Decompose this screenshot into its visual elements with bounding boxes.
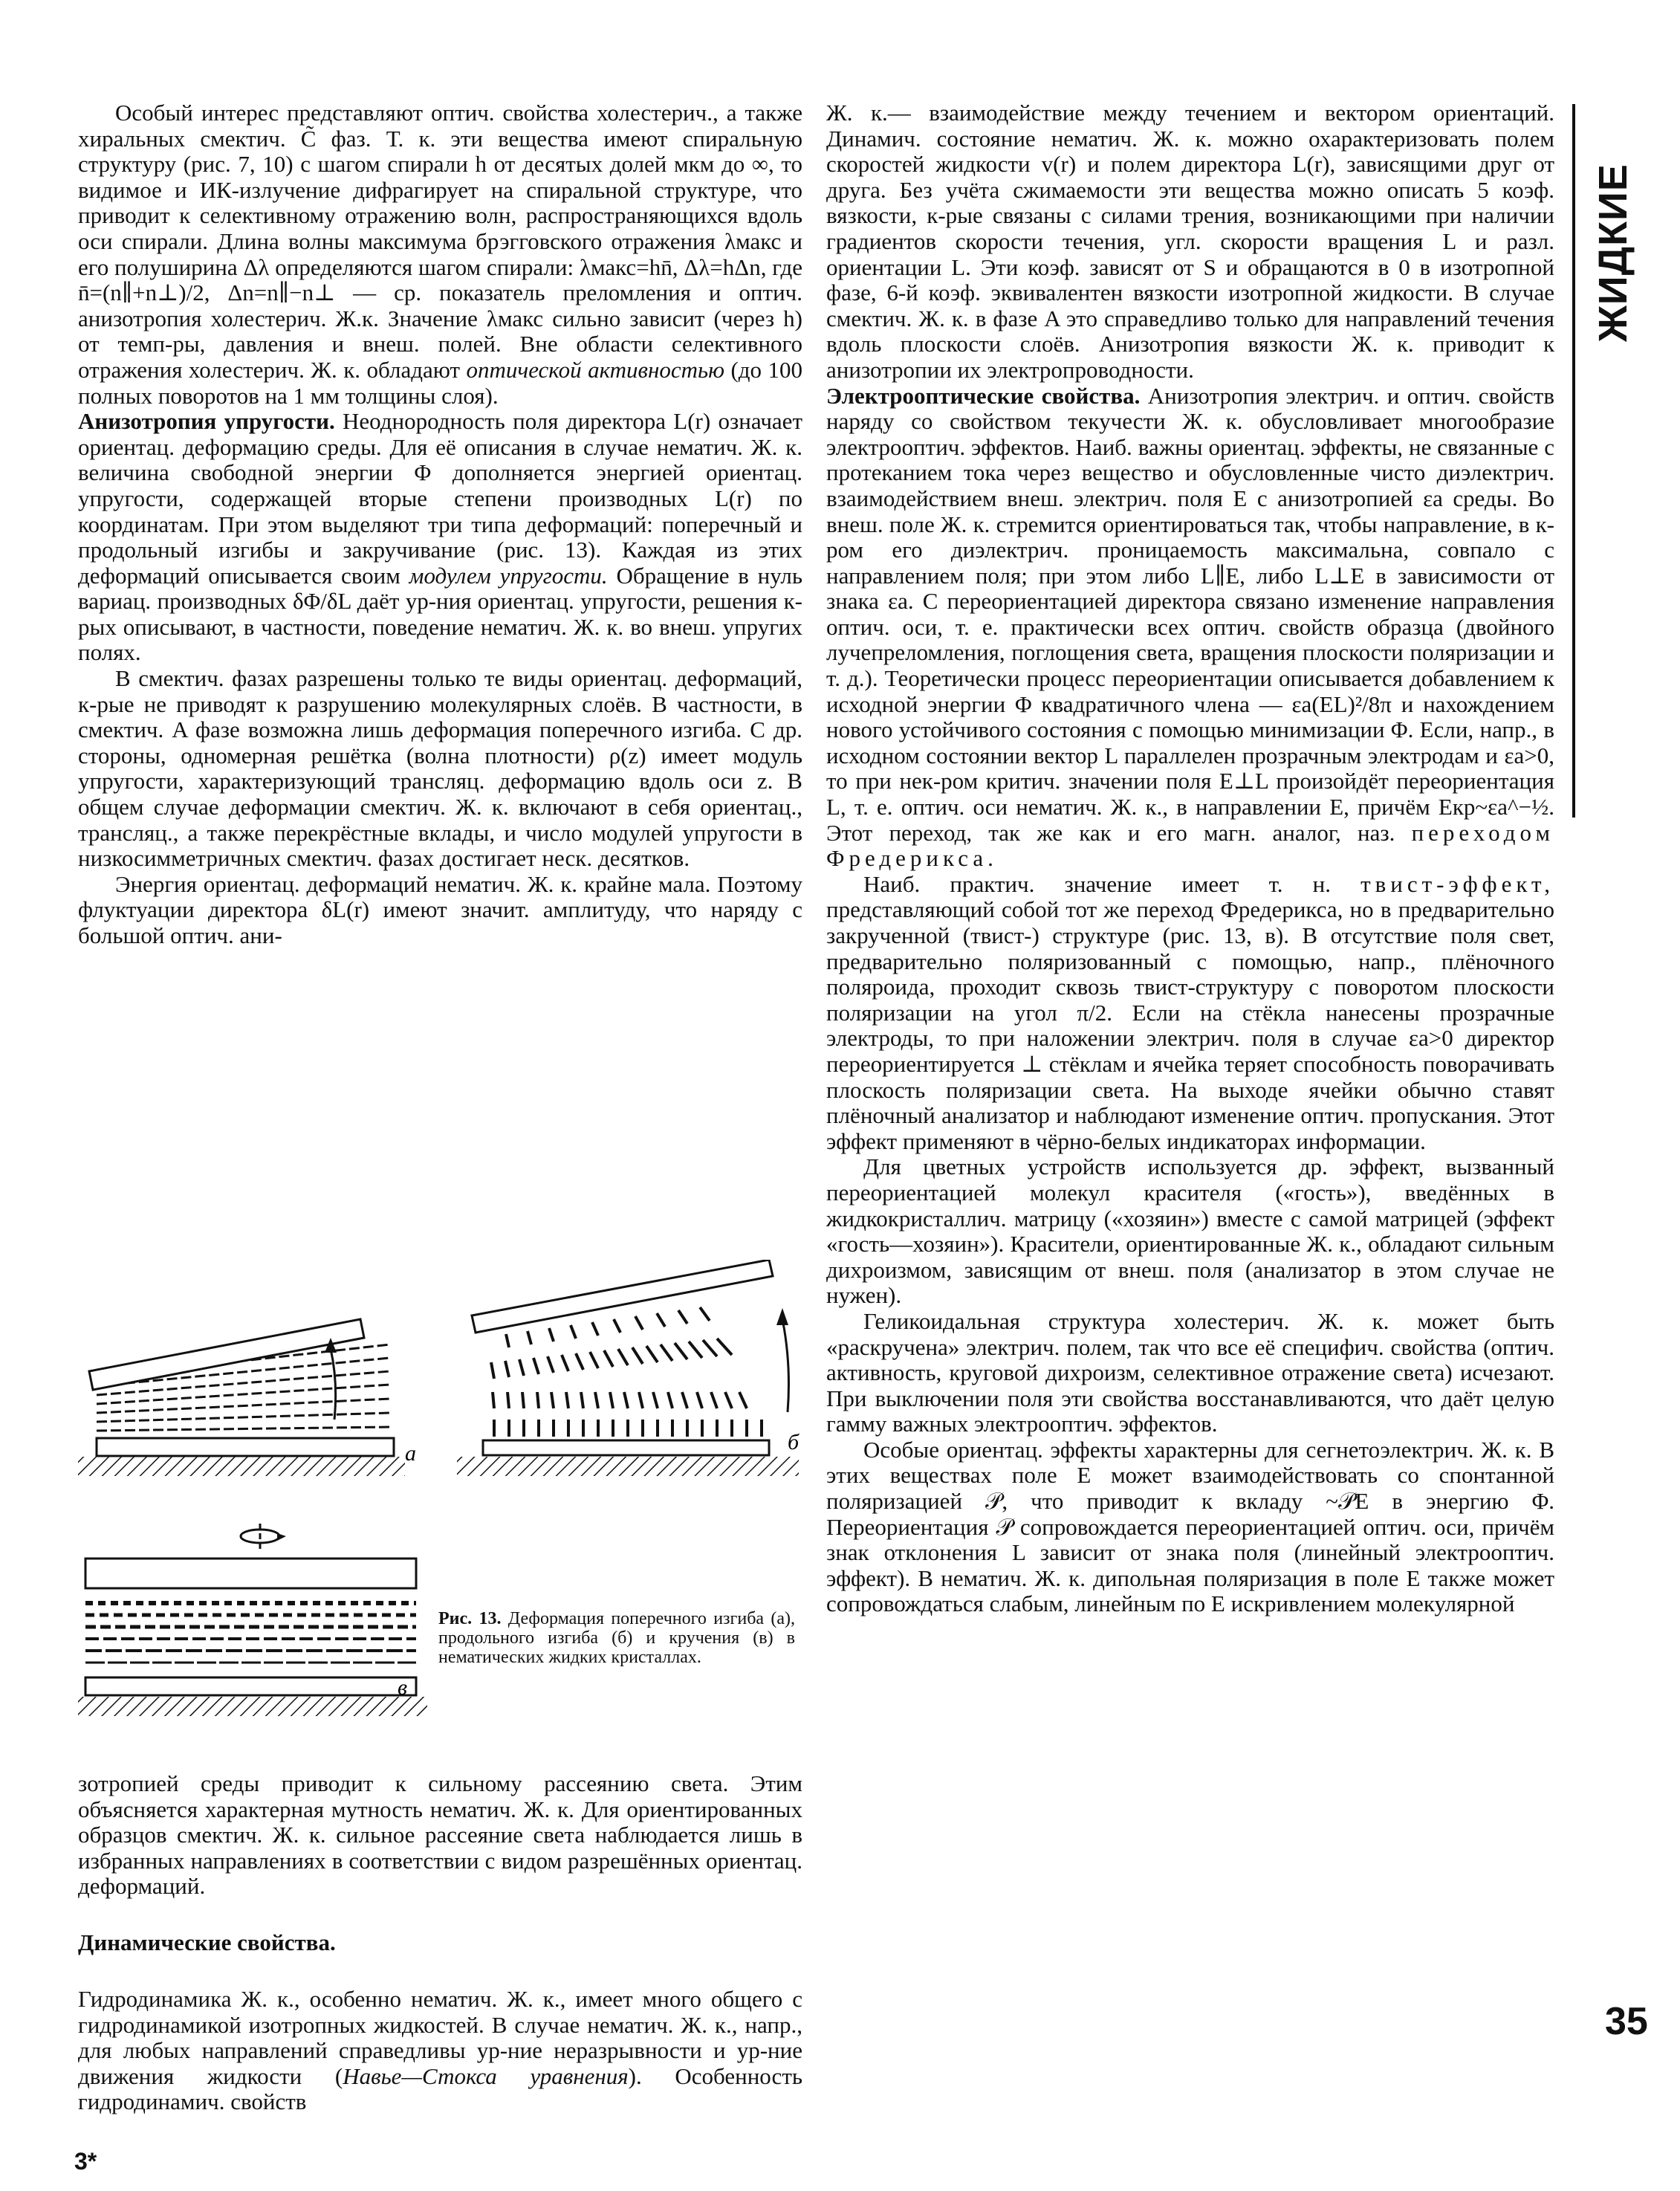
figure-caption: Рис. 13. Деформация поперечного изгиба (а), продольного изгиба (б) и кручения (в) в нематических жидких кристаллах.	[438, 1609, 796, 1667]
left-column: Особый интерес представляют оптич. свойства холестерич., а также хиральных смектич. C̃ фаз. Т. к. эти вещества имеют спиральную структуру (рис. 7, 10) с шагом спирали h от десятых долей мкм до ∞, то видимое и ИК-излучение дифрагирует на спиральной структуре, что приводит к селективному отражению волн, распространяющихся вдоль оси спирали. Длина волны максимума брэгговского отражения λмакс и его полуширина Δλ определяются шагом спирали: λмакс=hn̄, Δλ=hΔn, где n̄=(n∥+n⊥)/2, Δn=n∥−n⊥ — ср. показатель преломления и оптич. анизотропия холестерич. Ж.к. Значение λмакс сильно зависит (через h) от темп-ры, давления и внеш. полей. Вне области селективного отражения холестерич. Ж. к. обладают оптической активностью (до 100 полных поворотов на 1 мм толщины слоя). Анизотропия упругости. Неоднородность поля директора L(r) означает ориентац. деформацию среды. Для её описания в случае нематич. Ж. к. величина свободной энергии Φ дополняется энергией ориентац. упругости, содержащей вторые степени производных L(r) по координатам. При этом выделяют три типа деформаций: поперечный и продольный изгибы и закручивание (рис. 13). Каждая из этих деформаций описывается своим модулем упругости. Обращение в нуль вариац. производных δΦ/δL даёт ур-ния ориентац. упругости, решения к-рых описывают, в частности, поведение нематич. Ж. к. во внеш. упругих полях. В смектич. фазах разрешены только те виды ориентац. деформаций, к-рые не приводят к разрушению молекулярных слоёв. В частности, в смектич. A фазе возможна лишь деформация поперечного изгиба. С др. стороны, одномерная решётка (волна плотности) ρ(z) имеет модуль упругости, характеризующий трансляц. деформацию вдоль оси z. В общем случае деформации смектич. Ж. к. включают в себя ориентац., трансляц., а также перекрёстные вклады, и число модулей упругости в низкосимметричных смектич. фазах достигает неск. десятков. Энергия ориентац. деформаций нематич. Ж. к. крайне мала. Поэтому флуктуации директора δL(r) имеют значит. амплитуду, что наряду с большой оптич. ани-	[78, 100, 802, 948]
label-b: б	[788, 1430, 800, 1454]
paragraph: Наиб. практич. значение имеет т. н. твист-эффект, представляющий собой тот же переход Фредерикса, но в предварительно закрученной (твист-) структуре (рис. 13, в). В отсутствие поля свет, предварительно поляризованный с помощью, напр., плёночного поляроида, проходит сквозь твист-структуру с поворотом плоскости поляризации на угол π/2. Если на стёкла нанесены прозрачные электроды, то при наложении электрич. поля в случае εa>0 директор переориентируется ⊥ стёклам и ячейка теряет способность поворачивать плоскость поляризации света. На выходе ячейки обычно ставят плёночный анализатор и наблюдают изменение оптич. пропускания. Этот эффект применяют в чёрно-белых индикаторах информации.	[826, 870, 1554, 1154]
lower-left-column: зотропией среды приводит к сильному рассеянию света. Этим объясняется характерная мутность нематич. Ж. к. Для ориентированных образцов смектич. Ж. к. сильное рассеяние света наблюдается лишь в избранных направлениях в соответствии с видом разрешённых ориентац. деформаций. Динамические свойства. Гидродинамика Ж. к., особенно нематич. Ж. к., имеет много общего с гидродинамикой изотропных жидкостей. В случае нематич. Ж. к., напр., для любых направлений справедливы ур-ние неразрывности и ур-ние движения жидкости (Навье—Стокса уравнения). Особенность гидродинамич. свойств	[78, 1770, 803, 2115]
paragraph: Ж. к.— взаимодействие между течением и вектором ориентаций. Динамич. состояние нематич. Ж. к. можно охарактеризовать полем скоростей жидкости v(r) и полем директора L(r), зависящими друг от друга. Без учёта сжимаемости эти вещества можно описать 5 коэф. вязкости, к-рые связаны с силами трения, возникающими при наличии градиентов скорости течения, угл. скорости вращения L и разл. ориентации L. Эти коэф. зависят от S и обращаются в 0 в изотропной фазе, 6-й коэф. эквивалентен вязкости изотропной жидкости. В случае смектич. Ж. к. в фазе A это справедливо только для направлений течения вдоль плоскости слоёв. Анизотропия вязкости Ж. к. приводит к анизотропии их электропроводности.	[826, 100, 1554, 383]
paragraph: В смектич. фазах разрешены только те виды ориентац. деформаций, к-рые не приводят к разрушению молекулярных слоёв. В частности, в смектич. A фазе возможна лишь деформация поперечного изгиба. С др. стороны, одномерная решётка (волна плотности) ρ(z) имеет модуль упругости, характеризующий трансляц. деформацию вдоль оси z. В общем случае деформации смектич. Ж. к. включают в себя ориентац., трансляц., а также перекрёстные вклады, и число модулей упругости в низкосимметричных смектич. фазах достигает неск. десятков.	[78, 665, 802, 872]
section-heading: Динамические свойства.	[78, 1929, 336, 1956]
printer-signature: 3*	[74, 2148, 97, 2175]
running-header: ЖИДКИЕ	[1591, 164, 1635, 342]
figure-v	[78, 1524, 427, 1716]
paragraph: Геликоидальная структура холестерич. Ж. к. может быть «раскручена» электрич. полем, так что все её специфич. свойства (оптич. активность, круговой дихроизм, селективное отражение света) исчезают. При выключении поля эти свойства восстанавливаются, что даёт целую гамму важных электрооптич. эффектов.	[826, 1307, 1554, 1437]
figure-a	[78, 1319, 416, 1476]
paragraph: Особые ориентац. эффекты характерны для сегнетоэлектрич. Ж. к. В этих веществах поле E может взаимодействовать со спонтанной поляризацией 𝒫, что приводит к вкладу ~𝒫E в энергию Φ. Переориентация 𝒫 сопровождается переориентацией оптич. оси, причём знак отклонения L зависит от знака поля (линейный электрооптич. эффект). В нематич. Ж. к. дипольная поляризация в поле E также может сопровождаться слабым, линейным по E искривлением молекулярной	[826, 1436, 1554, 1617]
figure-13	[78, 1260, 806, 1758]
page-number: 35	[1605, 2000, 1648, 2043]
label-a: а	[405, 1441, 416, 1466]
section-heading: Анизотропия упругости.	[78, 408, 335, 435]
figure-b	[457, 1260, 800, 1476]
paragraph: Энергия ориентац. деформаций нематич. Ж. к. крайне мала. Поэтому флуктуации директора δL(r) имеют значит. амплитуду, что наряду с большой оптич. ани-	[78, 870, 802, 948]
label-v: в	[398, 1675, 408, 1700]
section-heading: Электрооптические свойства.	[826, 382, 1141, 409]
paragraph: Для цветных устройств используется др. эффект, вызванный переориентацией молекул красителя («гость»), введённых в жидкокристаллич. матрицу («хозяин») вместе с самой матрицей (эффект «гость—хозяин»). Красители, ориентированные Ж. к., обладают сильным дихроизмом, зависящим от внеш. поля (анализатор в этом случае не нужен).	[826, 1153, 1554, 1309]
side-rule	[1572, 104, 1575, 818]
right-column: Ж. к.— взаимодействие между течением и вектором ориентаций. Динамич. состояние нематич. Ж. к. можно охарактеризовать полем скоростей жидкости v(r) и полем директора L(r), зависящими друг от друга. Без учёта сжимаемости эти вещества можно описать 5 коэф. вязкости, к-рые связаны с силами трения, возникающими при наличии градиентов скорости течения, угл. скорости вращения L и разл. ориентации L. Эти коэф. зависят от S и обращаются в 0 в изотропной фазе, 6-й коэф. эквивалентен вязкости изотропной жидкости. В случае смектич. Ж. к. в фазе A это справедливо только для направлений течения вдоль плоскости слоёв. Анизотропия вязкости Ж. к. приводит к анизотропии их электропроводности. Электрооптические свойства. Анизотропия электрич. и оптич. свойств наряду со свойством текучести Ж. к. обусловливает многообразие электрооптич. эффектов. Наиб. важны ориентац. эффекты, не связанные с протеканием тока через вещество и обусловленные чисто диэлектрич. взаимодействием внеш. электрич. поля E с анизотропией εa среды. Во внеш. поле Ж. к. стремится ориентироваться так, чтобы направление, в к-ром его диэлектрич. проницаемость максимальна, совпало с направлением поля; при этом либо L∥E, либо L⊥E в зависимости от знака εa. С переориентацией директора связано изменение направления оптич. оси, т. е. практически всех оптич. свойств образца (двойного лучепреломления, поглощения света, вращения плоскости поляризации и т. д.). Теоретически процесс переориентации описывается добавлением к исходной энергии Φ квадратичного члена — εa(EL)²/8π и нахождением нового устойчивого состояния с помощью минимизации Φ. Если, напр., в исходном состоянии вектор L параллелен прозрачным электродам и εa>0, то при нек-ром критич. значении поля E⊥L произойдёт переориентация L, т. е. оптич. оси нематич. Ж. к., в направлении E, причём Eкр~εa^−½. Этот переход, так же как и его магн. аналог, наз. переходом Фредерикса. Наиб. практич. значение имеет т. н. твист-эффект, представляющий собой тот же переход Фредерикса, но в предварительно закрученной (твист-) структуре (рис. 13, в). В отсутствие поля свет, предварительно поляризованный с помощью, напр., плёночного поляроида, проходит сквозь твист-структуру с поворотом плоскости поляризации на угол π/2. Если на стёкла нанесены прозрачные электроды, то при наложении электрич. поля в случае εa>0 директор переориентируется ⊥ стёклам и ячейка теряет способность поворачивать плоскость поляризации света. На выходе ячейки обычно ставят плёночный анализатор и наблюдают изменение оптич. пропускания. Этот эффект применяют в чёрно-белых индикаторах информации. Для цветных устройств используется др. эффект, вызванный переориентацией молекул красителя («гость»), введённых в жидкокристаллич. матрицу («хозяин») вместе с самой матрицей (эффект «гость—хозяин»). Красители, ориентированные Ж. к., обладают сильным дихроизмом, зависящим от внеш. поля (анализатор в этом случае не нужен). Геликоидальная структура холестерич. Ж. к. может быть «раскручена» электрич. полем, так что все её специфич. свойства (оптич. активность, круговой дихроизм, селективное отражение света) исчезают. При выключении поля эти свойства восстанавливаются, что даёт целую гамму важных электрооптич. эффектов. Особые ориентац. эффекты характерны для сегнетоэлектрич. Ж. к. В этих веществах поле E может взаимодействовать со спонтанной поляризацией 𝒫, что приводит к вкладу ~𝒫E в энергию Φ. Переориентация 𝒫 сопровождается переориентацией оптич. оси, причём знак отклонения L зависит от знака поля (линейный электрооптич. эффект). В нематич. Ж. к. дипольная поляризация в поле E также может сопровождаться слабым, линейным по E искривлением молекулярной	[826, 100, 1555, 1617]
figure-13-drawing	[78, 1260, 806, 1758]
paragraph: зотропией среды приводит к сильному рассеянию света. Этим объясняется характерная мутность нематич. Ж. к. Для ориентированных образцов смектич. Ж. к. сильное рассеяние света наблюдается лишь в избранных направлениях в соответствии с видом разрешённых ориентац. деформаций.	[78, 1770, 802, 1900]
paragraph: Особый интерес представляют оптич. свойства холестерич., а также хиральных смектич. C̃ фаз. Т. к. эти вещества имеют спиральную структуру (рис. 7, 10) с шагом спирали h от десятых долей мкм до ∞, то видимое и ИК-излучение дифрагирует на спиральной структуре, что приводит к селективному отражению волн, распространяющихся вдоль оси спирали. Длина волны максимума брэгговского отражения λмакс и его полуширина Δλ определяются шагом спирали: λмакс=hn̄, Δλ=hΔn, где n̄=(n∥+n⊥)/2, Δn=n∥−n⊥ — ср. показатель преломления и оптич. анизотропия холестерич. Ж.к. Значение λмакс сильно зависит (через h) от темп-ры, давления и внеш. полей. Вне области селективного отражения холестерич. Ж. к. обладают оптической активностью (до 100 полных поворотов на 1 мм толщины слоя).	[78, 100, 802, 409]
